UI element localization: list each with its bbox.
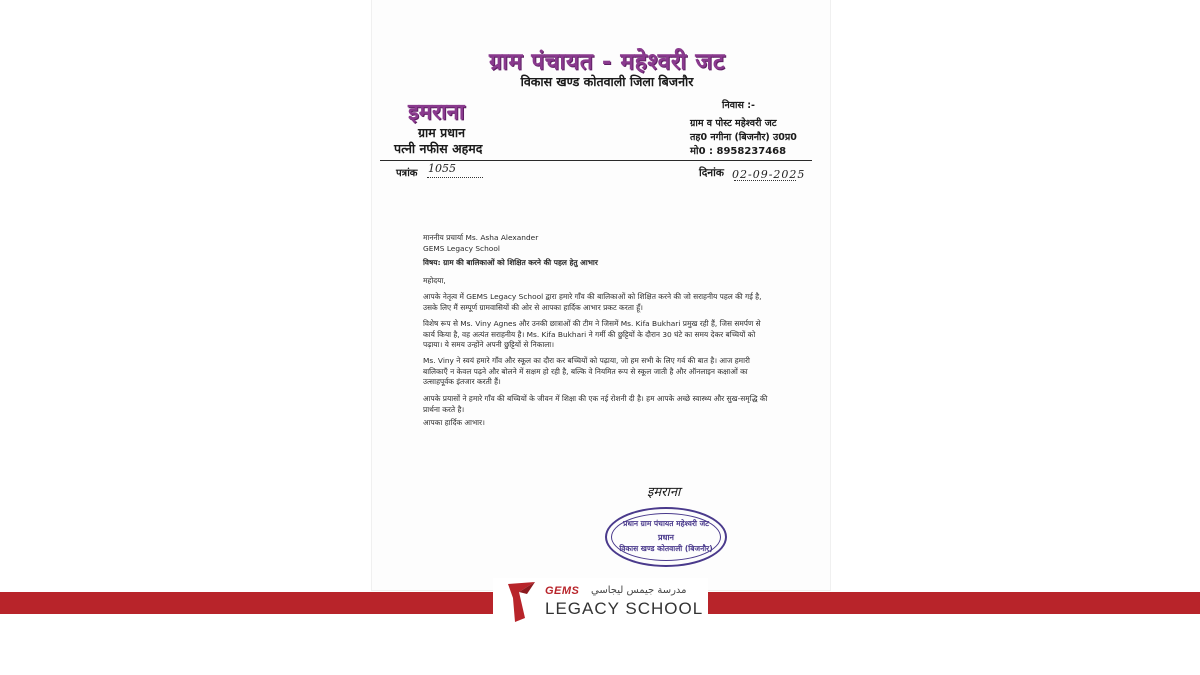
gems-logo-icon xyxy=(505,580,539,624)
stamp-bottom-text: विकास खण्ड कोतवाली (बिजनौर) xyxy=(619,544,713,553)
letter-document xyxy=(372,0,830,590)
paragraph-2: विशेष रूप से Ms. Viny Agnes और उनकी छात्राओं की टीम ने जिसमें Ms. Kifa Bukhari प्रमुख रही हैं, जिस समर्पण से कार्य किया है, वह अत्यंत सराहनीय है। Ms. Kifa Bukhari ने गर्मी की छुट्टियों के दौरान 30 घंटे का समय देकर बच्चियों को पढ़ाया। ये समय उन्होंने अपनी छुट्टियों से निकाला। xyxy=(423,319,761,350)
sender-husband: पत्नी नफीस अहमद xyxy=(394,141,483,156)
reference-label: पत्रांक xyxy=(396,168,418,179)
stamp-top-text: प्रधान ग्राम पंचायत महेश्वरी जट xyxy=(623,519,709,528)
stamp-middle-text: प्रधान xyxy=(658,533,674,542)
letterhead-title: ग्राम पंचायत - महेश्वरी जट xyxy=(489,49,725,75)
logo-arabic-text: مدرسة جيمس ليجاسي xyxy=(591,585,687,596)
date-label: दिनांक xyxy=(699,167,724,179)
logo-brand-text: GEMS xyxy=(545,585,580,597)
recipient-line2: GEMS Legacy School xyxy=(423,244,500,253)
address-line2: तह0 नगीना (बिजनौर) उ0प्र0 xyxy=(690,132,797,143)
letterhead-subtitle: विकास खण्ड कोतवाली जिला बिजनौर xyxy=(520,74,694,89)
official-stamp xyxy=(605,507,727,567)
paragraph-1: आपके नेतृत्व में GEMS Legacy School द्वारा हमारे गाँव की बालिकाओं को शिक्षित करने की जो सराहनीय पहल की गई है, उसके लिए मैं सम्पूर्ण ग्रामवासियों की ओर से आपका हार्दिक आभार प्रकट करता हूँ। xyxy=(423,292,762,312)
sender-role: ग्राम प्रधान xyxy=(418,125,466,140)
subject-line: विषय: ग्राम की बालिकाओं को शिक्षित करने की पहल हेतु आभार xyxy=(423,258,598,267)
sender-name: इमराना xyxy=(408,100,465,125)
salutation: महोदया, xyxy=(423,276,446,285)
address-label: निवास :- xyxy=(722,100,755,111)
header-divider xyxy=(380,160,812,161)
date-value: 02-09-2025 xyxy=(732,168,806,181)
paragraph-4: आपके प्रयासों ने हमारे गाँव की बच्चियों के जीवन में शिक्षा की एक नई रोशनी दी है। हम आपके अच्छे स्वास्थ्य और सुख-समृद्धि की प्रार्थना करते है। xyxy=(423,394,768,414)
logo-school-text: LEGACY SCHOOL xyxy=(545,599,704,618)
address-line1: ग्राम व पोस्ट महेश्वरी जट xyxy=(690,118,777,129)
reference-number: 1055 xyxy=(428,162,456,175)
phone-number: मो0 : 8958237468 xyxy=(690,146,787,157)
reference-dotted-line xyxy=(427,177,483,178)
closing-line: आपका हार्दिक आभार। xyxy=(423,418,485,427)
handwritten-signature: इमराना xyxy=(647,485,681,500)
recipient-line1: माननीय प्रचार्या Ms. Asha Alexander xyxy=(423,233,539,242)
paragraph-3: Ms. Viny ने स्वयं हमारे गाँव और स्कूल का दौरा कर बच्चियों को पढ़ाया, जो हम सभी के लिए गर्व की बात है। आज हमारी बालिकाएँ न केवल पढ़ने और बोलने में सक्षम हो रही है, बल्कि वे नियमित रूप से स्कूल जाती है और ऑनलाइन कक्षाओं का उत्साहपूर्वक इंतजार करती हैं। xyxy=(423,356,750,387)
